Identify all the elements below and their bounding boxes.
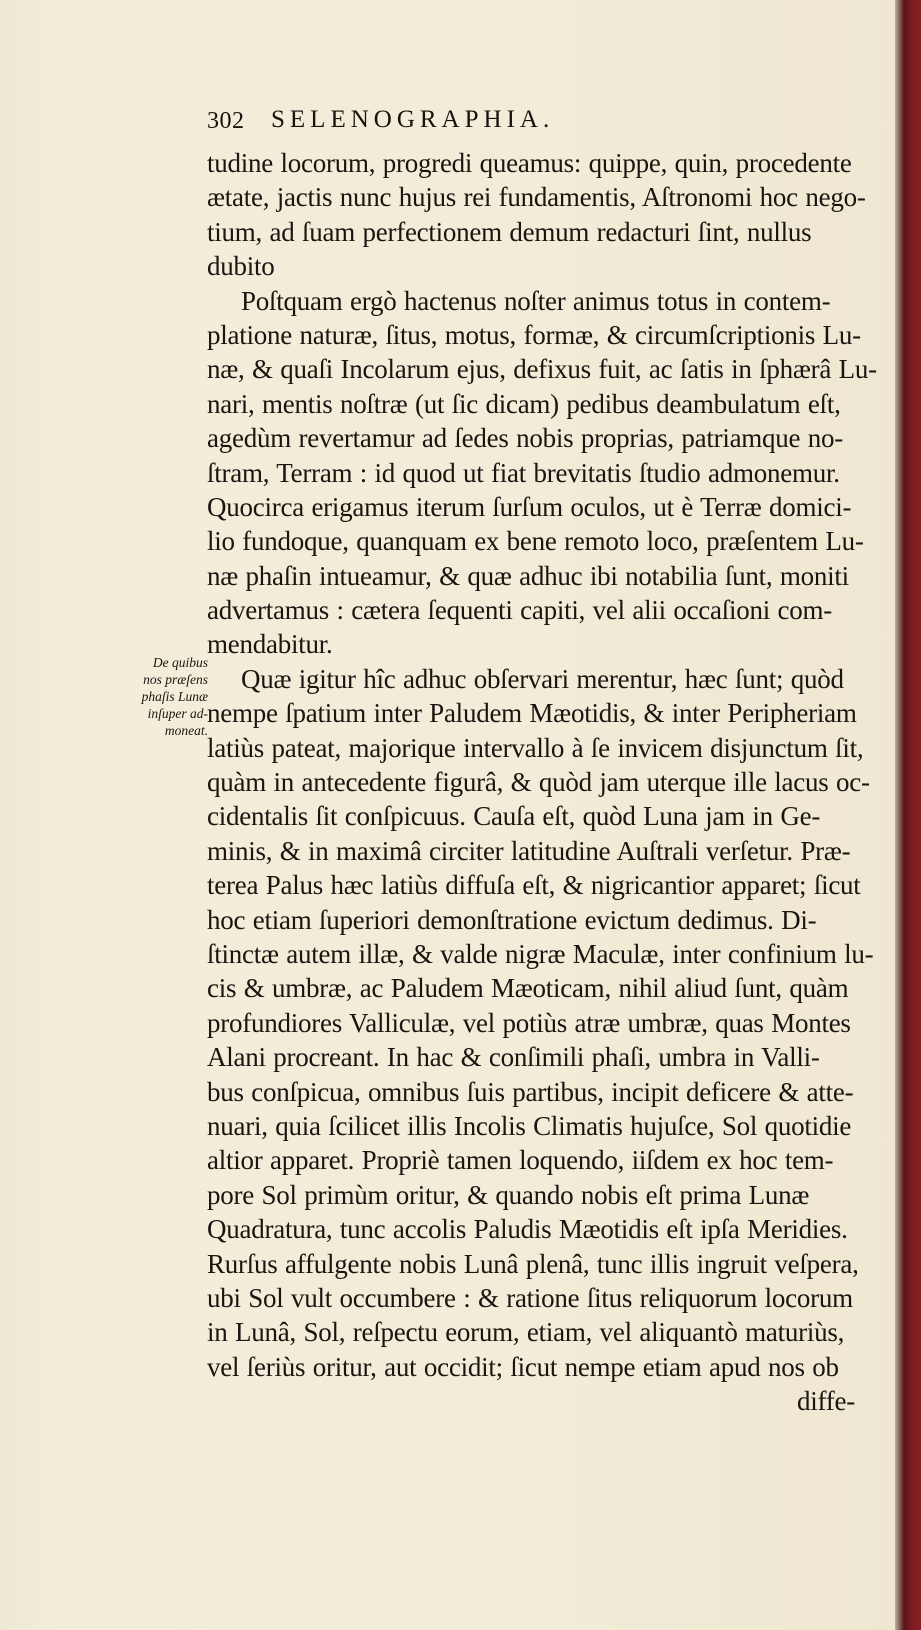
text-line: ubi Sol vult occumbere : & ratione ſitus reliquorum locorum bbox=[207, 1282, 853, 1313]
text-line: næ phaſin intueamur, & quæ adhuc ibi notabilia ſunt, moniti bbox=[207, 560, 849, 591]
text-line: nari, mentis noſtræ (ut ſic dicam) pedibus deambulatum eſt, bbox=[207, 388, 841, 419]
running-title: SELENOGRAPHIA. bbox=[271, 106, 555, 133]
text-line: Alani procreant. In hac & conſimili phaſi, umbra in Valli- bbox=[207, 1042, 820, 1073]
body-text bbox=[207, 146, 907, 1418]
text-line: Quocirca erigamus iterum ſurſum oculos, ut è Terræ domici- bbox=[207, 491, 852, 522]
text-line: tium, ad ſuam perfectionem demum redacturi ſint, nullus bbox=[207, 216, 812, 247]
text-line: advertamus : cætera ſequenti capiti, vel alii occaſioni com- bbox=[207, 595, 833, 626]
margin-note-line: phaſis Lunæ bbox=[141, 689, 208, 704]
text-line: pore Sol primùm oritur, & quando nobis eſt prima Lunæ bbox=[207, 1179, 810, 1210]
text-line: Quadratura, tunc accolis Paludis Mæotidis eſt ipſa Meridies. bbox=[207, 1214, 848, 1245]
text-line: agedùm revertamur ad ſedes nobis proprias, patriamque no- bbox=[207, 423, 844, 454]
text-line: mendabitur. bbox=[207, 629, 333, 660]
book-edge bbox=[895, 0, 921, 1630]
text-line: næ, & quaſi Incolarum ejus, defixus fuit, ac ſatis in ſphærâ Lu- bbox=[207, 354, 877, 385]
margin-note-line: nos præſens bbox=[143, 672, 208, 687]
text-line: vel ſeriùs oritur, aut occidit; ſicut nempe etiam apud nos ob bbox=[207, 1351, 839, 1382]
text-line: ætate, jactis nunc hujus rei fundamentis, Aſtronomi hoc nego- bbox=[207, 182, 866, 213]
page-number: 302 bbox=[207, 108, 245, 134]
text-line: latiùs pateat, majorique intervallo à ſe invicem disjunctum ſit, bbox=[207, 732, 864, 763]
text-line: minis, & in maximâ circiter latitudine Auſtrali verſetur. Præ- bbox=[207, 835, 851, 866]
text-line: nempe ſpatium inter Paludem Mæotidis, & inter Peripheriam bbox=[207, 698, 857, 729]
text-line: tudine locorum, progredi queamus: quippe, quin, procedente bbox=[207, 148, 852, 178]
text-line: lio fundoque, quanquam ex bene remoto loco, præſentem Lu- bbox=[207, 526, 864, 557]
text-line: Quæ igitur hîc adhuc obſervari merentur, hæc ſunt; quòd bbox=[241, 663, 844, 694]
text-line: dubito bbox=[207, 251, 275, 282]
text-line: profundiores Valliculæ, vel potiùs atræ umbræ, quas Montes bbox=[207, 1007, 851, 1038]
text-line: nuari, quia ſcilicet illis Incolis Climatis hujuſce, Sol quotidie bbox=[207, 1110, 852, 1141]
text-line: altior apparet. Propriè tamen loquendo, iiſdem ex hoc tem- bbox=[207, 1145, 834, 1176]
margin-note-line: moneat. bbox=[164, 723, 208, 738]
text-line: ſtinctæ autem illæ, & valde nigræ Maculæ, inter confinium lu- bbox=[207, 938, 874, 969]
text-line: Rurſus affulgente nobis Lunâ plenâ, tunc illis ingruit veſpera, bbox=[207, 1248, 859, 1279]
text-line: cidentalis ſit conſpicuus. Cauſa eſt, quòd Luna jam in Ge- bbox=[207, 801, 821, 832]
text-line: platione naturæ, ſitus, motus, formæ, & circumſcriptionis Lu- bbox=[207, 319, 861, 350]
margin-note-line: inſuper ad- bbox=[147, 706, 208, 721]
text-line: in Lunâ, Sol, reſpectu eorum, etiam, vel aliquantò maturiùs, bbox=[207, 1317, 845, 1348]
margin-note bbox=[112, 654, 208, 739]
margin-note-line: De quibus bbox=[152, 655, 208, 670]
text-line: Poſtquam ergò hactenus noſter animus totus in contem- bbox=[241, 285, 831, 316]
text-line: hoc etiam ſuperiori demonſtratione evictum dedimus. Di- bbox=[207, 904, 817, 935]
text-line: bus conſpicua, omnibus ſuis partibus, incipit deficere & atte- bbox=[207, 1076, 854, 1107]
text-line: quàm in antecedente figurâ, & quòd jam uterque ille lacus oc- bbox=[207, 767, 870, 798]
text-line: cis & umbræ, ac Paludem Mæoticam, nihil aliud ſunt, quàm bbox=[207, 973, 849, 1004]
text-line: ſtram, Terram : id quod ut fiat brevitatis ſtudio admonemur. bbox=[207, 457, 840, 488]
page-header bbox=[207, 108, 727, 142]
text-line: diffe- bbox=[797, 1386, 855, 1417]
text-line: terea Palus hæc latiùs diffuſa eſt, & nigricantior apparet; ſicut bbox=[207, 870, 861, 901]
